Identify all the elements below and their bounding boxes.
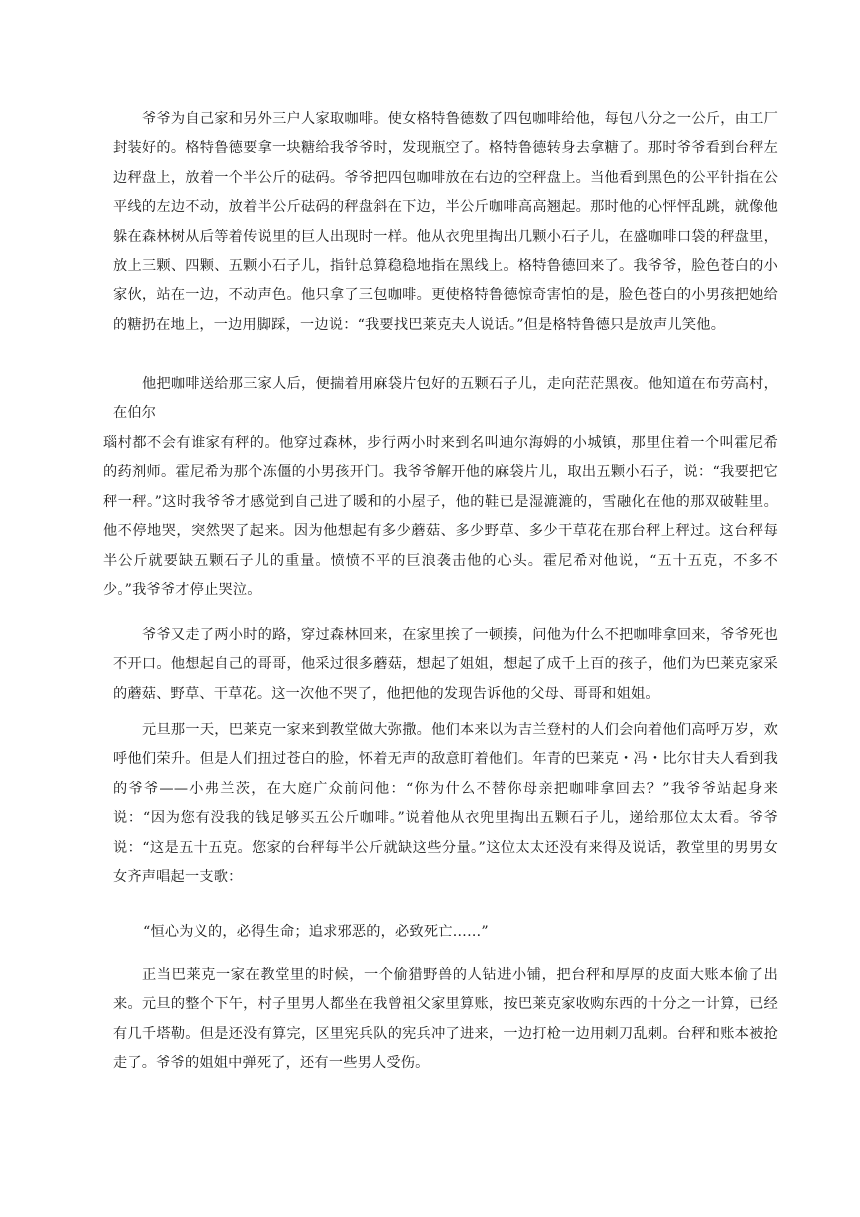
paragraph-new-year-mass: 元旦那一天，巴莱克一家来到教堂做大弥撒。他们本来以为吉兰登村的人们会向着他们高呼万岁，欢呼他们荣升。但是人们扭过苍白的脸，怀着无声的敌意盯着他们。年青的巴莱克・冯・比尔甘夫人看到我的爷爷——小弗兰茨，在大庭广众前问他：“你为什么不替你母亲把咖啡拿回去？”我爷爷站起身来说：“因为您有没我的钱足够买五公斤咖啡。”说着他从衣兜里掏出五颗石子儿，递给那位太太看。爷爷说：“这是五十五克。您家的台秤每半公斤就缺这些分量。”这位太太还没有来得及说话，教堂里的男男女女齐声唱起一支歌：	[113, 722, 778, 886]
paragraph-coffee-weighing: 爷爷为自己家和另外三户人家取咖啡。使女格特鲁德数了四包咖啡给他，每包八分之一公斤，由工厂封装好的。格特鲁德要拿一块糖给我爷爷时，发现瓶空了。格特鲁德转身去拿糖了。那时爷爷看到台秤左边秤盘上，放着一个半公斤的砝码。爷爷把四包咖啡放在右边的空秤盘上。当他看到黑色的公平针指在公平线的左边不动，放着半公斤砝码的秤盘斜在下边，半公斤咖啡高高翘起。那时他的心怦怦乱跳，就像他躲在森林树从后等着传说里的巨人出现时一样。他从衣兜里掏出几颗小石子儿，在盛咖啡口袋的秤盘里，放上三颗、四颗、五颗小石子儿，指针总算稳稳地指在黑线上。格特鲁德回来了。我爷爷，脸色苍白的小家伙，站在一边，不动声色。他只拿了三包咖啡。更使格特鲁德惊奇害怕的是，脸色苍白的小男孩把她给的糖扔在地上，一边用脚踩，一边说：“我要找巴莱克夫人说话。”但是格特鲁德只是放声儿笑他。	[113, 111, 778, 333]
paragraph-night-walk: 他把咖啡送给那三家人后，便揣着用麻袋片包好的五颗石子儿，走向茫茫黑夜。他知道在布劳高村，在伯尔	[113, 376, 778, 422]
song-quote: “恒心为义的，必得生命；追求邪恶的，必致死亡……”	[143, 924, 489, 940]
paragraph-scale-stolen: 正当巴莱克一家在教堂里的时候，一个偷猎野兽的人钻进小铺，把台秤和厚厚的皮面大账本偷了出来。元旦的整个下午，村子里男人都坐在我曾祖父家里算账，按巴莱克家收购东西的十分之一计算，已经有几千塔勒。但是还没有算完，区里宪兵队的宪兵冲了进来，一边打枪一边用刺刀乱刺。台秤和账本被抢走了。爷爷的姐姐中弹死了，还有一些男人受伤。	[113, 967, 778, 1072]
paragraph-return-home: 爷爷又走了两小时的路，穿过森林回来，在家里挨了一顿揍，问他为什么不把咖啡拿回来，爷爷死也不开口。他想起自己的哥哥，他采过很多蘑菇，想起了姐姐，想起了成千上百的孩子，他们为巴莱克家采的蘑菇、野草、干草花。这一次他不哭了，他把他的发现告诉他的父母、哥哥和姐姐。	[113, 627, 778, 702]
paragraph-pharmacist: 瑙村都不会有谁家有秤的。他穿过森林，步行两小时来到名叫迪尔海姆的小城镇，那里住着一个叫霍尼希的药剂师。霍尼希为那个冻僵的小男孩开门。我爷爷解开他的麻袋片儿，取出五颗小石子，说：“我要把它秤一秤。”这时我爷爷才感觉到自己进了暖和的小屋子，他的鞋已是湿漉漉的，雪融化在他的那双破鞋里。他不停地哭，突然哭了起来。因为他想起有多少蘑菇、多少野草、多少干草花在那台秤上秤过。这台秤每半公斤就要缺五颗石子儿的重量。愤愤不平的巨浪袭击他的心头。霍尼希对他说，“五十五克，不多不少。”我爷爷才停止哭泣。	[103, 435, 778, 599]
